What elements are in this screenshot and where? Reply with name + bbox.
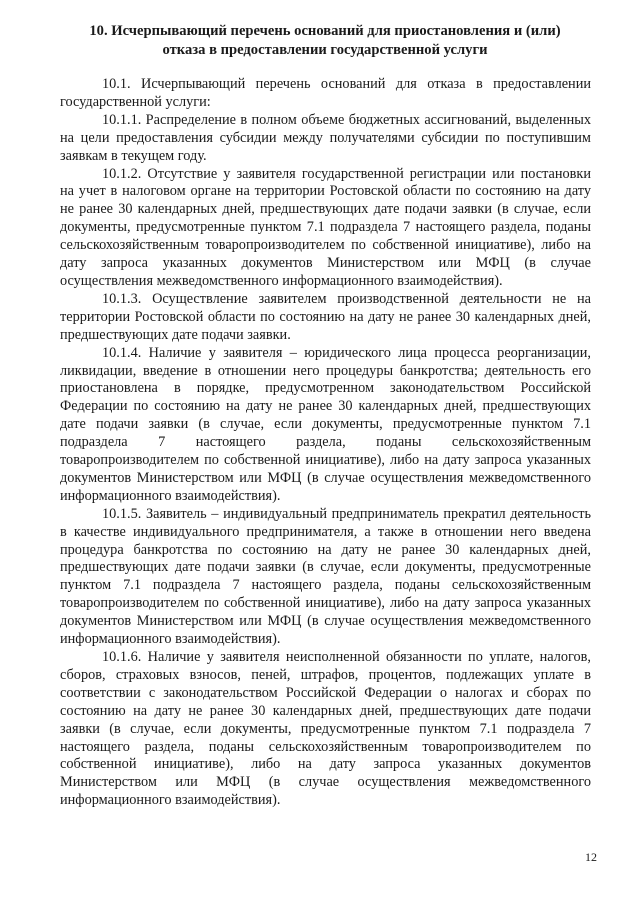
paragraph-10-1-4: 10.1.4. Наличие у заявителя – юридического лица процесса реорганизации, ликвидации, введение в отношении него процедуры банкротства; деятельность его приостановлена в порядке, предусмотренном законодательством Российской Федерации по состоянию на дату не ранее 30 календарных дней, предшествующих дате подачи заявки (в случае, если документы, предусмотренные пунктом 7.1 подраздела 7 настоящего раздела, поданы сельскохозяйственным товаропроизводителем по собственной инициативе), либо на дату запроса указанных документов Министерством или МФЦ (в случае осуществления межведомственного информационного взаимодействия). xyxy=(60,344,591,504)
section-body xyxy=(60,76,591,810)
paragraph-10-1-2: 10.1.2. Отсутствие у заявителя государственной регистрации или постановки на учет в налоговом органе на территории Ростовской области по состоянию на дату не ранее 30 календарных дней, предшествующих дате подачи заявки (в случае, если документы, предусмотренные пунктом 7.1 подраздела 7 настоящего раздела, поданы сельскохозяйственным товаропроизводителем по собственной инициативе), либо на дату запроса указанных документов Министерством или МФЦ (в случае осуществления межведомственного информационного взаимодействия). xyxy=(60,165,591,289)
paragraph-10-1-3: 10.1.3. Осуществление заявителем производственной деятельности не на территории Ростовской области по состоянию на дату не ранее 30 календарных дней, предшествующих дате подачи заявки. xyxy=(60,290,591,343)
section-heading-line-1: 10. Исчерпывающий перечень оснований для приостановления и (или) xyxy=(89,23,561,39)
paragraph-10-1-5: 10.1.5. Заявитель – индивидуальный предприниматель прекратил деятельность в качестве индивидуального предпринимателя, а также в отношении него введена процедура банкротства по состоянию на дату не ранее 30 календарных дней, предшествующих дате подачи заявки (в случае, если документы, предусмотренные пунктом 7.1 подраздела 7 настоящего раздела, поданы сельскохозяйственным товаропроизводителем по собственной инициативе), либо на дату запроса указанных документов Министерством или МФЦ (в случае осуществления межведомственного информационного взаимодействия). xyxy=(60,505,591,648)
section-heading xyxy=(60,22,590,60)
section-heading-line-2: отказа в предоставлении государственной услуги xyxy=(162,42,488,58)
page-number: 12 xyxy=(585,850,597,864)
paragraph-10-1-6: 10.1.6. Наличие у заявителя неисполненной обязанности по уплате, налогов, сборов, страховых взносов, пеней, штрафов, процентов, подлежащих уплате в соответствии с законодательством Российской Федерации о налогах и сборах по состоянию на дату не ранее 30 календарных дней, предшествующих дате подачи заявки (в случае, если документы, предусмотренные пунктом 7.1 подраздела 7 настоящего раздела, поданы сельскохозяйственным товаропроизводителем по собственной инициативе), либо на дату запроса указанных документов Министерством или МФЦ (в случае осуществления межведомственного информационного взаимодействия). xyxy=(60,649,591,809)
paragraph-10-1-1: 10.1.1. Распределение в полном объеме бюджетных ассигнований, выделенных на цели предоставления субсидии между получателями субсидии по поступившим заявкам в текущем году. xyxy=(60,111,591,164)
paragraph-10-1: 10.1. Исчерпывающий перечень оснований для отказа в предоставлении государственной услуги: xyxy=(60,76,591,110)
